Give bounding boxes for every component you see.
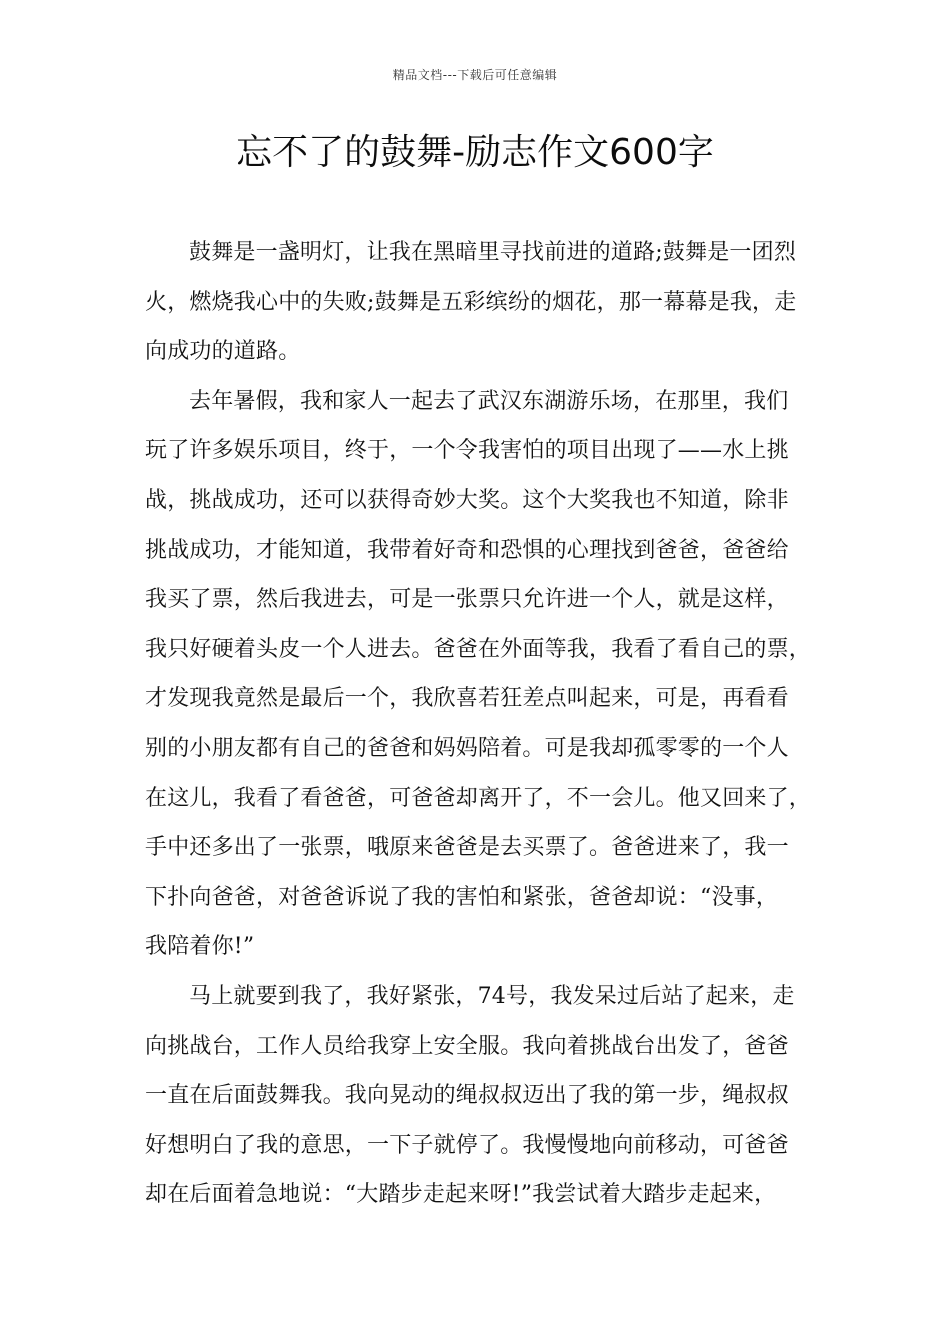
- text-line: 向成功的道路。: [145, 339, 301, 365]
- page-header-note: 精品文档---下载后可任意编辑: [392, 68, 558, 82]
- paragraph-3: [145, 972, 825, 1220]
- paragraph-2: [145, 377, 825, 972]
- text-line: 战，挑战成功，还可以获得奇妙大奖。这个大奖我也不知道，除非: [145, 487, 789, 513]
- text-line: 马上就要到我了，我好紧张，74号，我发呆过后站了起来，走: [189, 983, 795, 1009]
- text-line: 玩了许多娱乐项目，终于，一个令我害怕的项目出现了——水上挑: [145, 438, 789, 464]
- document-title: 忘不了的鼓舞-励志作文600字: [236, 132, 714, 173]
- text-line: 别的小朋友都有自己的爸爸和妈妈陪着。可是我却孤零零的一个人: [145, 735, 789, 761]
- text-line: 我买了票，然后我进去，可是一张票只允许进一个人，就是这样，: [145, 587, 789, 613]
- article-body: [145, 228, 825, 1220]
- text-line: 挑战成功，才能知道，我带着好奇和恐惧的心理找到爸爸，爸爸给: [145, 537, 789, 563]
- text-line: 鼓舞是一盏明灯，让我在黑暗里寻找前进的道路;鼓舞是一团烈: [189, 240, 797, 265]
- text-line: 我陪着你!”: [145, 934, 255, 960]
- text-line: 却在后面着急地说：“大踏步走起来呀!”我尝试着大踏步走起来，: [145, 1182, 777, 1208]
- text-line: 好想明白了我的意思，一下子就停了。我慢慢地向前移动，可爸爸: [145, 1132, 789, 1158]
- paragraph-1: [145, 228, 825, 377]
- text-line: 我只好硬着头皮一个人进去。爸爸在外面等我，我看了看自己的票，: [145, 636, 812, 662]
- text-line: 向挑战台，工作人员给我穿上安全服。我向着挑战台出发了，爸爸: [145, 1033, 789, 1059]
- text-line: 在这儿，我看了看爸爸，可爸爸却离开了，不一会儿。他又回来了，: [145, 785, 812, 811]
- text-line: 下扑向爸爸，对爸爸诉说了我的害怕和紧张，爸爸却说：“没事，: [145, 884, 779, 910]
- text-line: 才发现我竟然是最后一个，我欣喜若狂差点叫起来，可是，再看看: [145, 686, 789, 712]
- text-line: 去年暑假，我和家人一起去了武汉东湖游乐场，在那里，我们: [189, 388, 789, 414]
- text-line: 火，燃烧我心中的失败;鼓舞是五彩缤纷的烟花，那一幕幕是我，走: [145, 289, 797, 315]
- text-line: 一直在后面鼓舞我。我向晃动的绳叔叔迈出了我的第一步，绳叔叔: [145, 1083, 789, 1109]
- text-line: 手中还多出了一张票，哦原来爸爸是去买票了。爸爸进来了，我一: [145, 835, 789, 861]
